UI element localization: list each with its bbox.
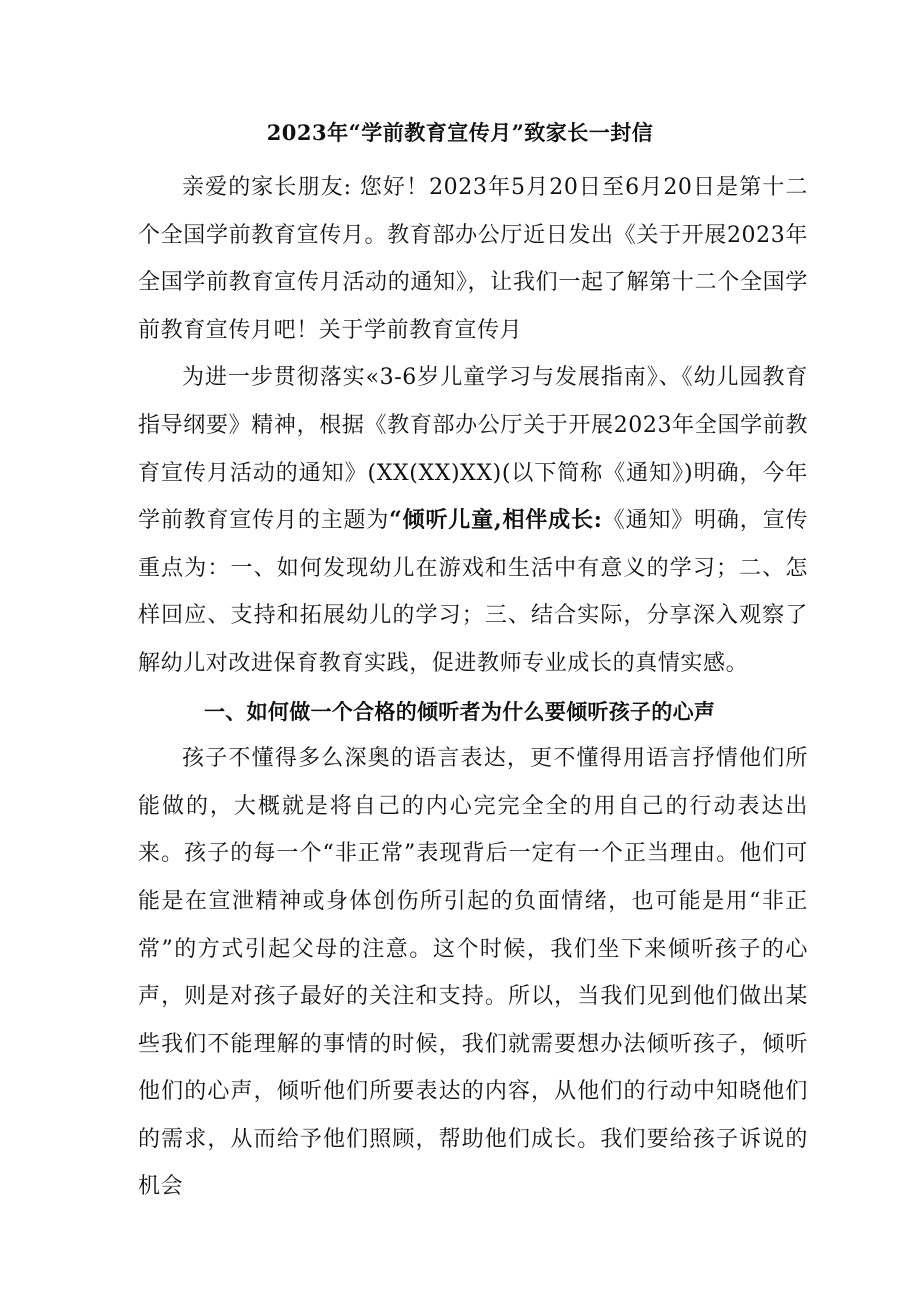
paragraph-greeting: 亲爱的家长朋友: 您好！2023年5月20日至6月20日是第十二个全国学前教育宣传月。教育部办公厅近日发出《关于开展2023年全国学前教育宣传月活动的通知》，让我们一起了解第十二个全国学前教育宣传月吧！关于学前教育宣传月	[138, 175, 808, 343]
document-body	[138, 164, 808, 1211]
paragraph-theme	[138, 354, 808, 687]
section-heading-1: 一、如何做一个合格的倾听者为什么要倾听孩子的心声	[204, 698, 716, 724]
paragraph-theme-focus: 《通知》明确，宣传重点为：一、如何发现幼儿在游戏和生活中有意义的学习；二、怎样回应、支持和拓展幼儿的学习；三、结合实际，分享深入观察了解幼儿对改进保育教育实践，促进教师专业成长的真情实感。	[138, 508, 808, 676]
theme-slogan: “倾听儿童,相伴成长:	[389, 507, 603, 534]
document-title: 2023年“学前教育宣传月”致家长一封信	[266, 120, 654, 145]
paragraph-listening: 孩子不懂得多么深奥的语言表达，更不懂得用语言抒情他们所能做的，大概就是将自己的内心完完全全的用自己的行动表达出来。孩子的每一个“非正常”表现背后一定有一个正当理由。他们可能是在宣泄精神或身体创伤所引起的负面情绪，也可能是用“非正常”的方式引起父母的注意。这个时候，我们坐下来倾听孩子的心声，则是对孩子最好的关注和支持。所以，当我们见到他们做出某些我们不能理解的事情的时候，我们就需要想办法倾听孩子，倾听他们的心声，倾听他们所要表达的内容，从他们的行动中知晓他们的需求，从而给予他们照顾，帮助他们成长。我们要给孩子诉说的机会	[138, 746, 808, 1200]
paragraph-theme-intro: 为进一步贯彻落实«3-6岁儿童学习与发展指南》、《幼儿园教育指导纲要》精神，根据《教育部办公厅关于开展2023年全国学前教育宣传月活动的通知》(XX(XX)XX)(以下简称《通知》)明确，今年学前教育宣传月的主题为	[138, 365, 808, 534]
